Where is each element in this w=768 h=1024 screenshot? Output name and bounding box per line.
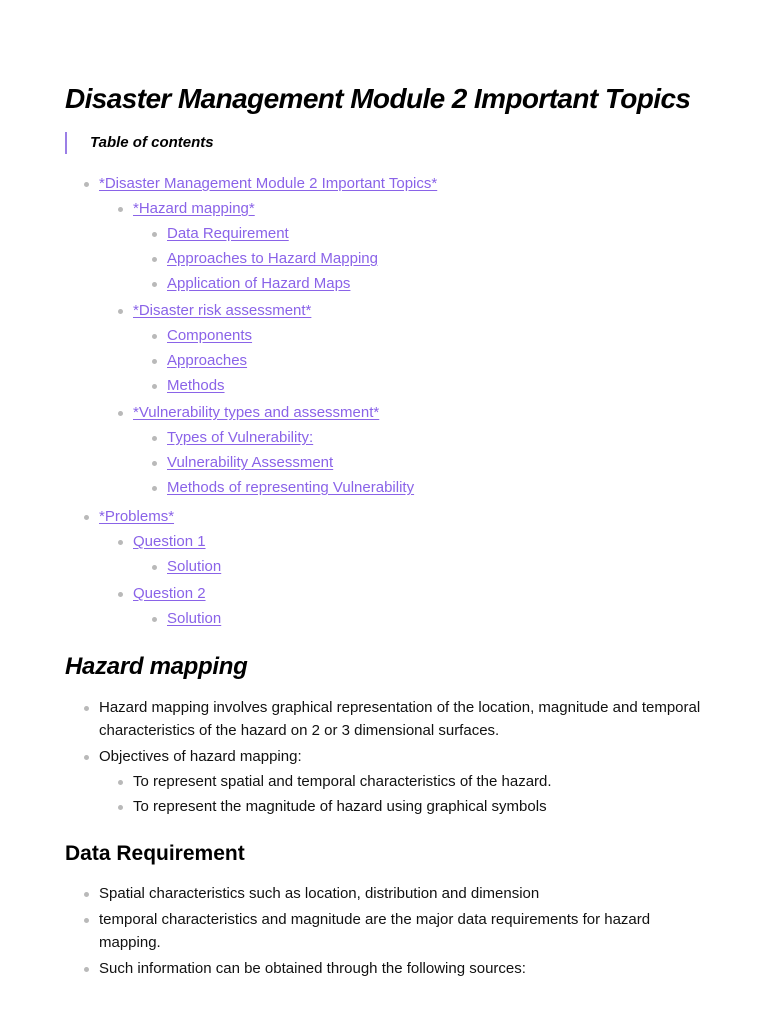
- toc-link-methods[interactable]: Methods: [167, 377, 225, 394]
- list-item: To represent the magnitude of hazard using graphical symbols: [99, 795, 715, 818]
- toc-item: [133, 272, 715, 295]
- toc-item: [133, 222, 715, 245]
- toc-link-solution-2[interactable]: Solution: [167, 610, 222, 627]
- toc-item: [133, 324, 715, 347]
- toc-link-question-2[interactable]: Question 2: [133, 585, 206, 602]
- toc-heading: Table of contents: [65, 132, 715, 154]
- list-item: Hazard mapping involves graphical representation of the location, magnitude and temporal characteristics of the hazard on 2 or 3 dimensional surfaces.: [65, 696, 715, 742]
- toc-link-disaster-risk-assessment[interactable]: *Disaster risk assessment*: [133, 302, 312, 319]
- toc-link-vulnerability-assessment[interactable]: Vulnerability Assessment: [167, 454, 334, 471]
- toc-link-problems[interactable]: *Problems*: [99, 508, 175, 525]
- toc-item: [65, 172, 715, 499]
- toc-link-module-topics[interactable]: *Disaster Management Module 2 Important Topics*: [99, 175, 438, 192]
- objectives-label: Objectives of hazard mapping:: [99, 748, 302, 765]
- table-of-contents: [65, 172, 715, 630]
- toc-item: [133, 451, 715, 474]
- toc-item: [133, 476, 715, 499]
- toc-link-question-1[interactable]: Question 1: [133, 533, 206, 550]
- list-item: Spatial characteristics such as location, distribution and dimension: [65, 882, 715, 905]
- document-page: [65, 82, 715, 980]
- hazard-mapping-list: [65, 696, 715, 818]
- toc-link-components[interactable]: Components: [167, 327, 253, 344]
- toc-item: [65, 505, 715, 630]
- toc-link-types-of-vulnerability[interactable]: Types of Vulnerability:: [167, 429, 314, 446]
- list-item: [65, 745, 715, 818]
- toc-link-approaches-hazard-mapping[interactable]: Approaches to Hazard Mapping: [167, 250, 378, 267]
- toc-item: [133, 247, 715, 270]
- toc-item: [133, 555, 715, 578]
- toc-item: [99, 582, 715, 630]
- toc-link-methods-representing-vulnerability[interactable]: Methods of representing Vulnerability: [167, 479, 415, 496]
- toc-link-application-hazard-maps[interactable]: Application of Hazard Maps: [167, 275, 351, 292]
- toc-link-approaches[interactable]: Approaches: [167, 352, 248, 369]
- toc-link-vulnerability-types[interactable]: *Vulnerability types and assessment*: [133, 404, 380, 421]
- data-requirement-heading: Data Requirement: [65, 842, 245, 865]
- toc-link-solution-1[interactable]: Solution: [167, 558, 222, 575]
- toc-link-data-requirement[interactable]: Data Requirement: [167, 225, 289, 242]
- toc-item: [133, 374, 715, 397]
- toc-item: [99, 530, 715, 578]
- toc-item: [133, 426, 715, 449]
- toc-item: [133, 349, 715, 372]
- page-title: Disaster Management Module 2 Important Topics: [65, 83, 691, 114]
- toc-item: [99, 197, 715, 295]
- hazard-mapping-heading: Hazard mapping: [65, 653, 248, 680]
- toc-item: [99, 401, 715, 499]
- list-item: To represent spatial and temporal characteristics of the hazard.: [99, 770, 715, 793]
- toc-item: [99, 299, 715, 397]
- toc-item: [133, 607, 715, 630]
- data-requirement-list: [65, 882, 715, 980]
- list-item: Such information can be obtained through the following sources:: [65, 957, 715, 980]
- toc-link-hazard-mapping[interactable]: *Hazard mapping*: [133, 200, 255, 217]
- list-item: temporal characteristics and magnitude are the major data requirements for hazard mapping.: [65, 908, 715, 954]
